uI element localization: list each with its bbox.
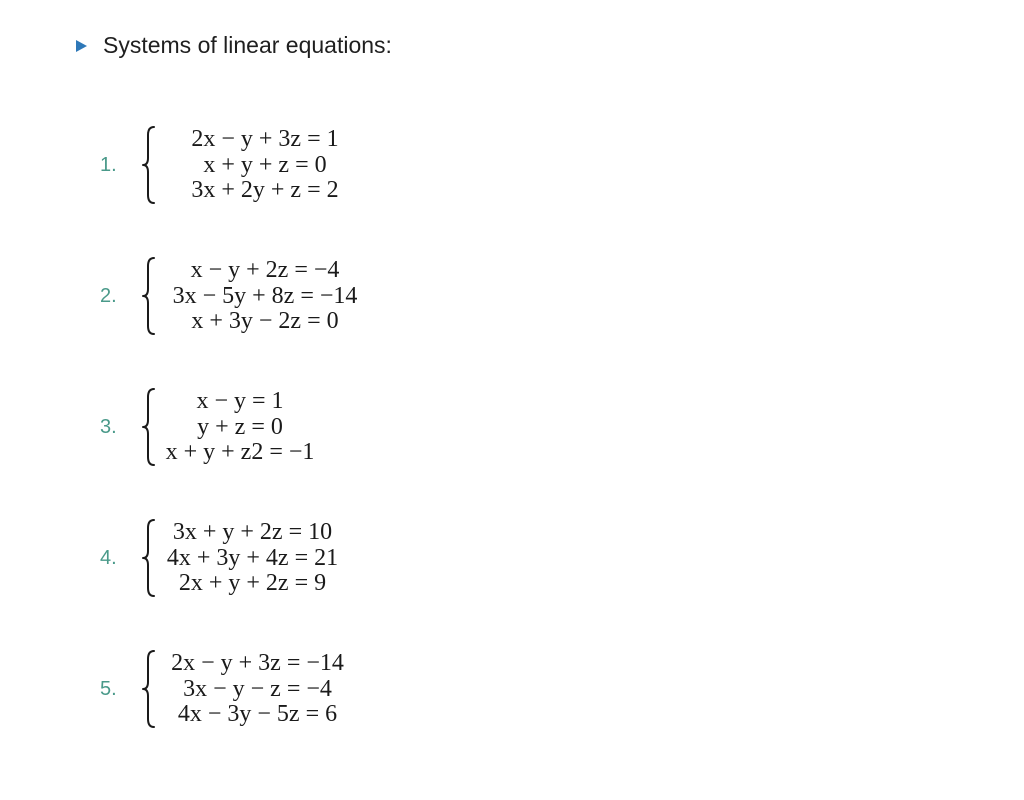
equation: x + y + z = 0: [203, 151, 327, 178]
equation: y + z = 0: [197, 413, 283, 440]
equation-system-3: [100, 387, 420, 467]
equation: 3x + y + 2z = 10: [172, 519, 333, 545]
equation: x + y + z2 = −1: [165, 439, 315, 465]
equation-list: [150, 389, 330, 466]
equation-system-5: [100, 649, 420, 729]
system-number: 1.: [100, 154, 117, 176]
system-number: 4.: [100, 547, 117, 569]
equation-system-4: [100, 518, 420, 598]
equation: 3x − 5y + 8z = −14: [172, 282, 358, 309]
system-number: 3.: [100, 416, 117, 438]
equation: 4x + 3y + 4z = 21: [166, 544, 339, 571]
equation-system-2: [100, 256, 420, 336]
system-number: 5.: [100, 678, 117, 700]
equation: x + 3y − 2z = 0: [191, 308, 339, 334]
equation: 2x + y + 2z = 9: [178, 570, 327, 596]
equation-list: [150, 651, 365, 728]
equation-list: [150, 127, 380, 204]
equation-system-1: [100, 125, 420, 205]
section-header: [76, 32, 392, 59]
equation: 3x + 2y + z = 2: [191, 177, 339, 203]
equation: 4x − 3y − 5z = 6: [177, 701, 338, 727]
equation: x − y + 2z = −4: [190, 257, 340, 283]
equation: x − y = 1: [196, 388, 284, 414]
equation: 3x − y − z = −4: [183, 675, 332, 702]
system-number: 2.: [100, 285, 117, 307]
page-title: Systems of linear equations:: [103, 32, 392, 58]
triangle-right-icon: [76, 40, 87, 52]
equation-list: [150, 520, 355, 597]
equation-list: [150, 258, 380, 335]
equation: 2x − y + 3z = 1: [191, 126, 339, 152]
equation: 2x − y + 3z = −14: [171, 650, 344, 676]
